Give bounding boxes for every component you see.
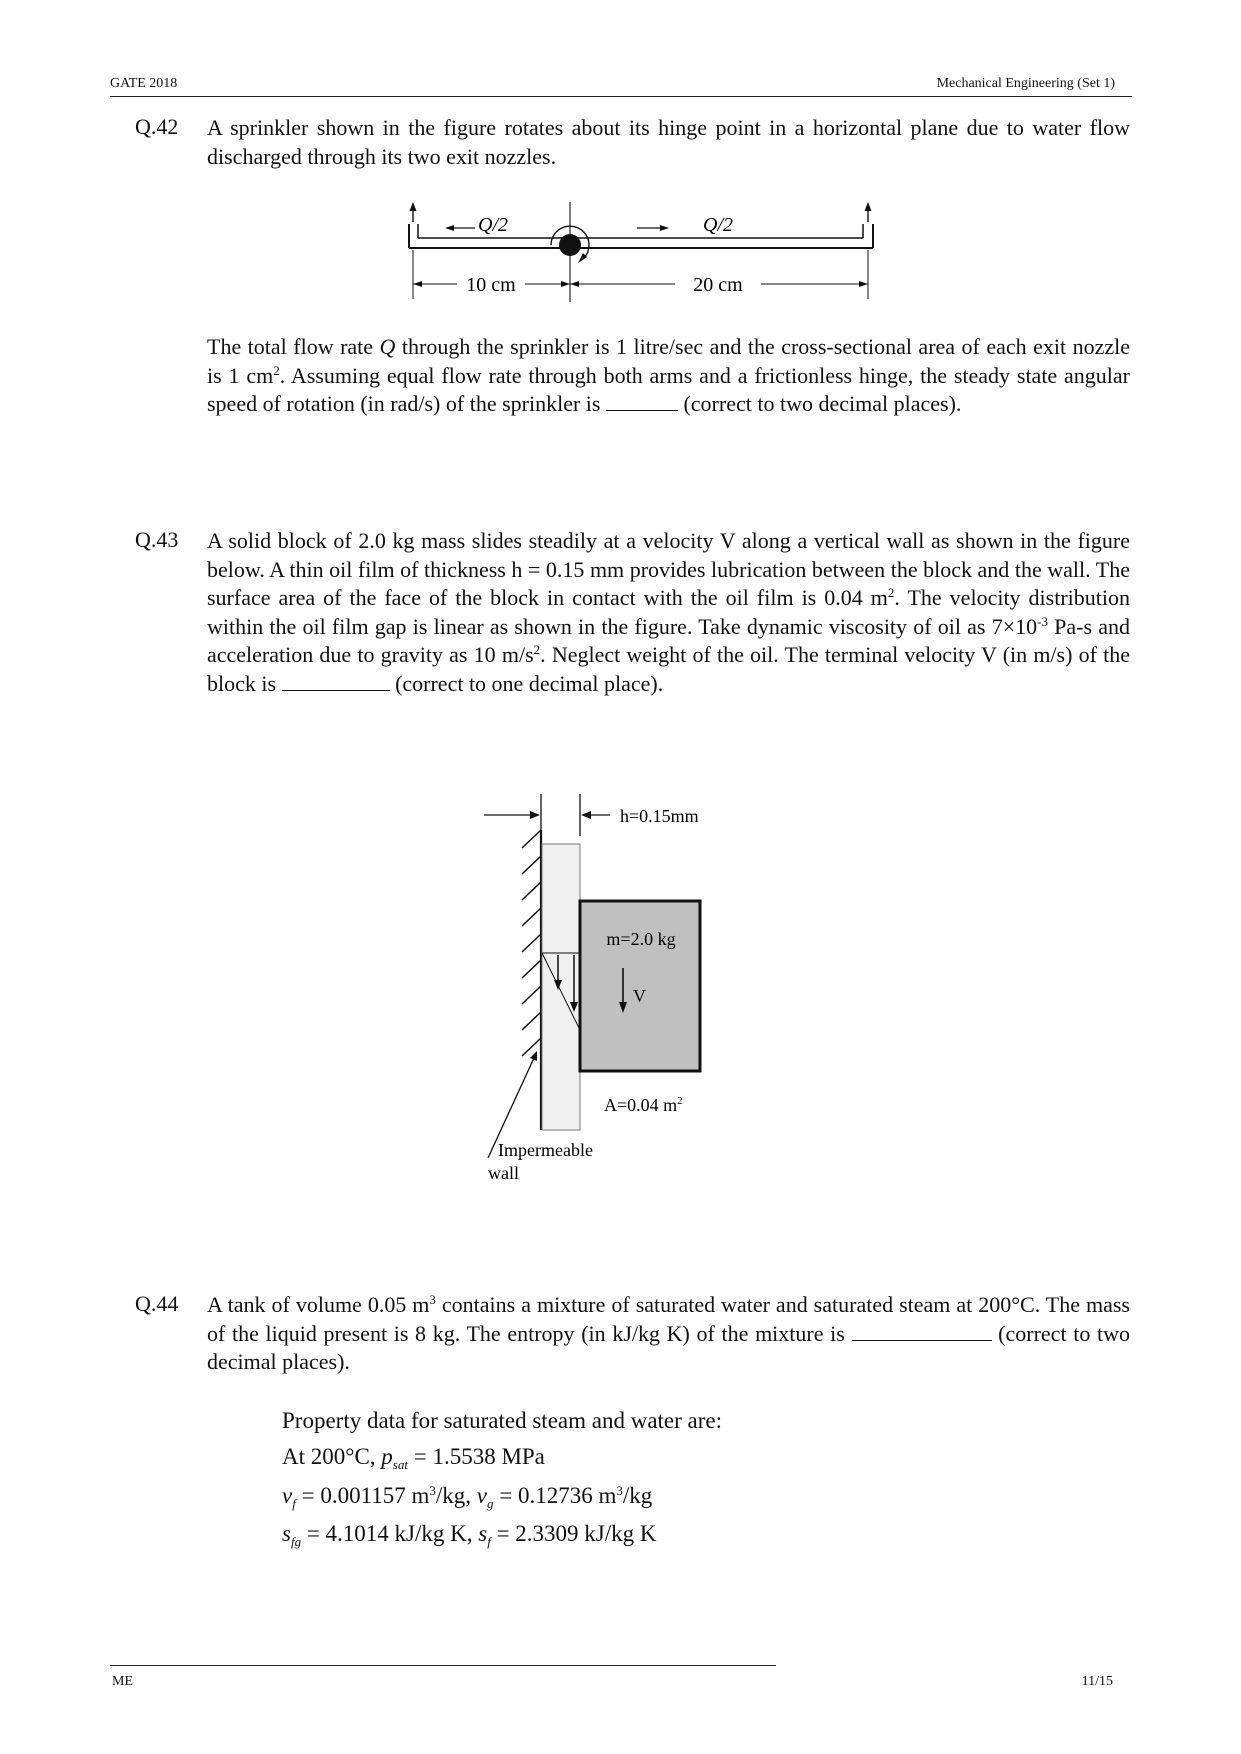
vg-value: = 0.12736 m: [493, 1483, 617, 1508]
wall-hatch: [522, 986, 541, 1004]
q43-answer-blank: [282, 674, 390, 691]
q43-text-a: A solid block of 2.0 kg mass slides steadily at a velocity V along a vertical wall as shown in the figure below. A thin oil film of thickness h = 0.15 mm provides lubrication between the block and the wall. The surface area of the face of the block in contact with the oil film is 0.04 m: [207, 528, 1130, 611]
q44-text-c: (correct to two decimal places).: [207, 1320, 1131, 1375]
q42-text-q: Q: [379, 334, 396, 359]
q42-answer-blank: [606, 394, 678, 411]
q44-question: [207, 1291, 1130, 1377]
header-rule: [110, 96, 1132, 97]
dim-10cm-label: 10 cm: [466, 274, 516, 296]
q42-number: Q.42: [135, 114, 179, 139]
q44-text-b: contains a mixture of saturated water and saturated steam at 200°C. The mass of the liquid present is 8 kg. The entropy (in kJ/kg K) of the mixture is: [207, 1292, 1130, 1346]
vf-value: = 0.001157 m: [295, 1483, 430, 1508]
q42-text-sup: 2: [273, 362, 280, 378]
vf-subscript: f: [292, 1496, 296, 1511]
q42-text-a: The total flow rate: [207, 334, 380, 359]
oil-film-figure: [480, 790, 740, 1183]
rotation-arrowhead: [578, 253, 587, 263]
velocity-label: V: [633, 986, 646, 1006]
h-dim-arrowhead-left: [530, 811, 540, 819]
q42-intro: [207, 114, 1130, 171]
area-label-sup: 2: [677, 1095, 683, 1107]
wall-label-line2: wall: [488, 1163, 519, 1183]
wall-hatch: [522, 1038, 541, 1056]
q43-text-e: (correct to one decimal place).: [389, 670, 664, 696]
psat-subscript: sat: [392, 1457, 408, 1472]
h-dim-arrowhead-right: [581, 811, 591, 819]
left-jet-arrowhead: [410, 202, 417, 211]
wall-hatch: [522, 908, 541, 926]
specific-volume-line: [282, 1478, 722, 1514]
q42-text-c: . Assuming equal flow rate through both arms and a frictionless hinge, the steady state angular speed of rotation (in rad/s) of the sprinkler is: [207, 362, 1130, 417]
left-flow-label: Q/2: [478, 214, 508, 236]
q44-answer-blank: [852, 1324, 992, 1341]
left-flow-arrowhead: [445, 225, 454, 231]
sf-subscript: f: [487, 1534, 491, 1549]
q42-question: [207, 333, 1130, 419]
q43-sup1: 2: [887, 585, 895, 601]
q42-text-d: (correct to two decimal places).: [677, 391, 962, 417]
vg-subscript: g: [486, 1496, 494, 1511]
dim-20cm-arrow-left: [570, 281, 579, 287]
psat-line: [282, 1439, 722, 1475]
dim-20cm-arrow-right: [859, 281, 868, 287]
footer-rule: [110, 1665, 776, 1666]
page-number: 11/15: [1081, 1674, 1113, 1689]
h-label: h=0.15mm: [620, 806, 699, 826]
property-data-intro: Property data for saturated steam and water are:: [282, 1408, 722, 1433]
sfg-subscript: fg: [290, 1534, 302, 1549]
wall-hatch: [522, 960, 541, 978]
sfg-value: = 4.1014 kJ/kg K,: [301, 1521, 479, 1546]
q43-sup3: 2: [533, 642, 541, 658]
mass-label: m=2.0 kg: [606, 929, 676, 949]
vg-sup: 3: [616, 1483, 623, 1498]
psat-prefix: At 200°C,: [282, 1444, 382, 1469]
q43-sup2: -3: [1037, 613, 1048, 629]
wall-hatch: [522, 830, 541, 848]
wall-hatch: [522, 856, 541, 874]
q43-text-c: Pa-s and acceleration due to gravity as 10 m/s: [207, 613, 1130, 668]
q44-number: Q.44: [135, 1291, 179, 1316]
q42-text-b: through the sprinkler is 1 litre/sec and the cross-sectional area of each exit nozzle is 1 cm: [207, 334, 1130, 388]
q43-text-b: . The velocity distribution within the oil film gap is linear as shown in the figure. Take dynamic viscosity of oil as 7×10: [207, 585, 1131, 639]
psat-symbol: p: [381, 1444, 393, 1469]
sfg-symbol: s: [282, 1521, 291, 1546]
right-flow-arrowhead: [660, 225, 669, 231]
q44-text-a: A tank of volume 0.05 m: [207, 1292, 430, 1317]
area-label-text: A=0.04 m: [604, 1095, 678, 1115]
dim-20cm-label: 20 cm: [693, 274, 743, 296]
right-jet-arrowhead: [865, 202, 872, 211]
header-paper-title: Mechanical Engineering (Set 1): [936, 76, 1115, 91]
dim-10cm-arrow-left: [413, 281, 422, 287]
hinge-point: [559, 234, 581, 256]
vf-symbol: v: [282, 1483, 293, 1508]
vg-unit: /kg: [622, 1483, 653, 1508]
q42-intro-text: A sprinkler shown in the figure rotates about its hinge point in a horizontal plane due to water flow discharged through its two exit nozzles.: [207, 115, 1130, 169]
area-label: [604, 1095, 683, 1115]
footer-paper-code: ME: [112, 1674, 133, 1689]
q44-sup1: 3: [429, 1292, 436, 1307]
vf-sup: 3: [429, 1483, 436, 1498]
right-flow-label: Q/2: [703, 214, 733, 236]
entropy-line: [282, 1516, 722, 1552]
wall-hatch: [522, 882, 541, 900]
wall-label-line1: Impermeable: [498, 1140, 593, 1160]
q43-number: Q.43: [135, 527, 179, 552]
property-data: [282, 1403, 722, 1552]
q43-text-d: . Neglect weight of the oil. The terminal velocity V (in m/s) of the block is: [207, 642, 1130, 696]
vf-unit: /kg,: [435, 1483, 477, 1508]
wall-hatch: [522, 1012, 541, 1030]
sprinkler-figure: [395, 200, 885, 305]
wall-leader-arrowhead: [530, 1051, 537, 1061]
q43-question: [207, 527, 1130, 699]
wall-hatch: [522, 934, 541, 952]
header-exam-title: GATE 2018: [110, 76, 178, 91]
sf-symbol: s: [478, 1521, 488, 1546]
dim-10cm-arrow-right: [561, 281, 570, 287]
vg-symbol: v: [476, 1483, 487, 1508]
sf-value: = 2.3309 kJ/kg K: [490, 1521, 657, 1546]
psat-value: = 1.5538 MPa: [407, 1444, 545, 1469]
